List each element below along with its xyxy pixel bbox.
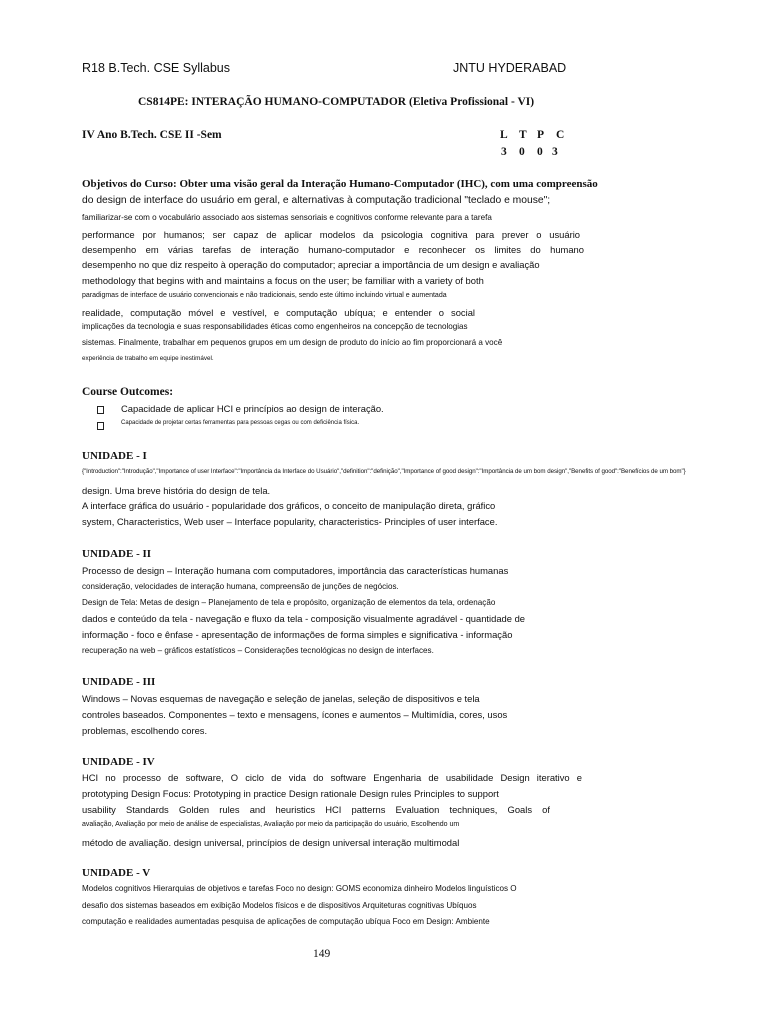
outcomes-heading: Course Outcomes: xyxy=(82,386,174,398)
objectives-line: desempenho em várias tarefas de interação humano-computador e reconhecer os limites do humano xyxy=(82,244,584,255)
unit-1-line: A interface gráfica do usuário - popularidade dos gráficos, o conceito de manipulação direta, gráfico xyxy=(82,500,496,511)
unit-4-line: avaliação, Avaliação por meio de análise de especialistas, Avaliação por meio da participação do usuário, Escolhendo um xyxy=(82,821,460,828)
header-right: JNTU HYDERABAD xyxy=(453,61,567,75)
unit-2-line: informação - foco e ênfase - apresentação de informações de forma simples e significativa - informação xyxy=(82,629,513,640)
unit-2-line: Processo de design – Interação humana com computadores, importância das características humanas xyxy=(82,565,509,576)
course-title: CS814PE: INTERAÇÃO HUMANO-COMPUTADOR (Eletiva Profissional - VI) xyxy=(138,96,535,108)
page-number: 149 xyxy=(313,948,331,960)
unit-5-line: Modelos cognitivos Hierarquias de objetivos e tarefas Foco no design: GOMS economiza dinheiro Modelos linguísticos O xyxy=(82,884,517,893)
ltpc-value-p: 0 xyxy=(537,146,543,158)
objectives-line: familiarizar-se com o vocabulário associado aos sistemas sensoriais e cognitivos conforme relevante para a tarefa xyxy=(82,213,492,222)
objectives-line: methodology that begins with and maintains a focus on the user; be familiar with a variety of both xyxy=(82,275,484,286)
ltpc-value-l: 3 xyxy=(501,146,507,158)
unit-4-heading: UNIDADE - IV xyxy=(82,756,155,768)
objectives-line: performance por humanos; ser capaz de aplicar modelos da psicologia cognitiva para prever o usuário xyxy=(82,229,580,240)
unit-2-line: recuperação na web – gráficos estatísticos – Considerações tecnológicas no design de interfaces. xyxy=(82,646,434,655)
objectives-line: paradigmas de interface de usuário convencionais e não tradicionais, sendo este último incluindo virtual e aumentada xyxy=(82,292,447,299)
unit-4-line: prototyping Design Focus: Prototyping in practice Design rationale Design rules Principles to support xyxy=(82,788,499,799)
unit-2-heading: UNIDADE - II xyxy=(82,548,152,560)
ltpc-label-c: C xyxy=(556,129,565,141)
unit-2-line: consideração, velocidades de interação humana, compreensão de junções de negócios. xyxy=(82,582,399,591)
ltpc-label-p: P xyxy=(537,129,545,141)
unit-5-line: desafio dos sistemas baseados em exibição Modelos físicos e de dispositivos Arquiteturas cognitivas Ubíquos xyxy=(82,901,477,910)
objectives-line: do design de interface do usuário em geral, e alternativas à computação tradicional "teclado e mouse"; xyxy=(82,195,551,206)
objectives-line: implicações da tecnologia e suas responsabilidades éticas como engenheiros na concepção de tecnologias xyxy=(82,322,468,331)
ltpc-label-t: T xyxy=(519,129,527,141)
unit-5-heading: UNIDADE - V xyxy=(82,867,151,879)
bullet-icon xyxy=(97,406,104,414)
unit-3-line: Windows – Novas esquemas de navegação e seleção de janelas, seleção de dispositivos e tela xyxy=(82,693,480,704)
unit-2-line: dados e conteúdo da tela - navegação e fluxo da tela - composição visualmente agradável - quantidade de xyxy=(82,613,526,624)
unit-3-line: controles baseados. Componentes – texto e mensagens, ícones e aumentos – Multimídia, cores, usos xyxy=(82,709,508,720)
unit-1-line: system, Characteristics, Web user – Interface popularity, characteristics- Principles of user interface. xyxy=(82,516,498,527)
unit-2-line: Design de Tela: Metas de design – Planejamento de tela e propósito, organização de elementos da tela, ordenação xyxy=(82,598,496,607)
outcome-item: Capacidade de projetar certas ferramentas para pessoas cegas ou com deficiência física. xyxy=(121,420,360,426)
objectives-line: sistemas. Finalmente, trabalhar em pequenos grupos em um design de produto do início ao fim proporcionará a você xyxy=(82,338,503,347)
objectives-line: experiência de trabalho em equipe inestimável. xyxy=(82,355,214,362)
unit-3-heading: UNIDADE - III xyxy=(82,676,156,688)
year-semester: IV Ano B.Tech. CSE II -Sem xyxy=(82,129,222,141)
ltpc-label-l: L xyxy=(500,129,508,141)
header-left: R18 B.Tech. CSE Syllabus xyxy=(82,61,230,75)
outcome-item: Capacidade de aplicar HCI e princípios ao design de interação. xyxy=(121,403,384,414)
unit-3-line: problemas, escolhendo cores. xyxy=(82,725,208,736)
unit-4-line: HCI no processo de software, O ciclo de vida do software Engenharia de usabilidade Design iterativo e xyxy=(82,772,582,783)
objectives-line: desempenho no que diz respeito à operação do computador; apreciar a importância de um design e avaliação xyxy=(82,259,540,270)
bullet-icon xyxy=(97,422,104,430)
unit-1-line: {"Introduction":"Introdução","Importance of user Interface":"Importância da Interface do Usuário","definition":"definição","Importance of good design":"Importância de um bom design","Benefits of good":"Benefícios de um bom"} xyxy=(82,468,686,475)
unit-5-line: computação e realidades aumentadas pesquisa de aplicações de computação ubíqua Foco em Design: Ambiente xyxy=(82,917,490,926)
unit-4-line: método de avaliação. design universal, princípios de design universal interação multimodal xyxy=(82,837,460,848)
unit-1-heading: UNIDADE - I xyxy=(82,450,147,462)
objectives-lead: Objetivos do Curso: Obter uma visão geral da Interação Humano-Computador (IHC), com uma compreensão xyxy=(82,178,598,190)
unit-4-line: usability Standards Golden rules and heuristics HCI patterns Evaluation techniques, Goals of xyxy=(82,804,550,815)
ltpc-value-t: 0 xyxy=(519,146,525,158)
ltpc-value-c: 3 xyxy=(552,146,558,158)
objectives-line: realidade, computação móvel e vestível, e computação ubíqua; e entender o social xyxy=(82,307,475,318)
unit-1-line: design. Uma breve história do design de tela. xyxy=(82,485,271,496)
